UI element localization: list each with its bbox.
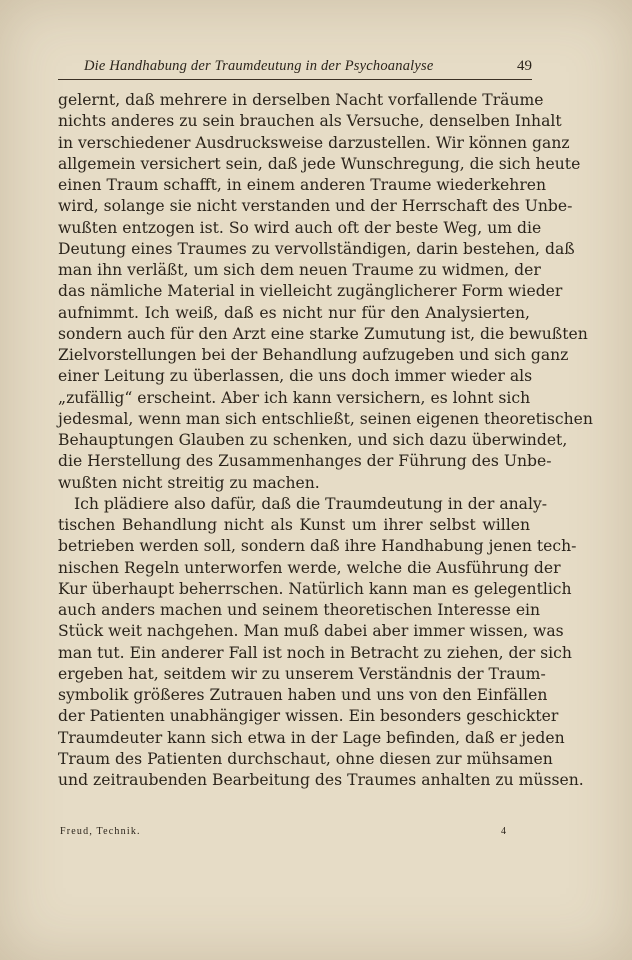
signature-mark: 4: [501, 826, 506, 837]
text-line: symbolik größeres Zutrauen haben und uns von den Einfällen: [58, 686, 548, 704]
text-line: Stück weit nachgehen. Man muß dabei aber immer wissen, was: [58, 622, 564, 641]
text-line: einen Traum schafft, in einem anderen Traume wiederkehren: [58, 176, 547, 194]
text-line: sondern auch für den Arzt eine starke Zumutung ist, die bewußten: [58, 324, 588, 343]
text-line: und zeitraubenden Bearbeitung des Traumes anhalten zu müssen.: [58, 771, 584, 789]
text-line: wußten nicht streitig zu machen.: [58, 473, 320, 492]
text-line: gelernt, daß mehrere in derselben Nacht vorfallende Träume: [58, 91, 544, 109]
text-line: die Herstellung des Zusammenhanges der Führung des Unbe-: [58, 452, 552, 471]
text-line: wird, solange sie nicht verstanden und der Herrschaft des Unbe-: [58, 197, 573, 216]
text-line: Ich plädiere also dafür, daß die Traumdeutung in der analy-: [74, 494, 548, 513]
text-line: man ihn verläßt, um sich dem neuen Traume zu widmen, der: [58, 261, 541, 279]
text-line: nischen Regeln unterworfen werde, welche die Ausführung der: [58, 558, 561, 577]
paragraph: [58, 494, 584, 792]
text-line: Traum des Patienten durchschaut, ohne diesen zur mühsamen: [58, 749, 553, 768]
footer-note: Freud, Technik.: [60, 826, 141, 837]
text-line: Deutung eines Traumes zu vervollständigen, darin bestehen, daß: [58, 239, 575, 258]
text-line: der Patienten unabhängiger wissen. Ein besonders geschickter: [58, 707, 559, 726]
text-line: ergeben hat, seitdem wir zu unserem Verständnis der Traum-: [58, 664, 546, 683]
text-line: allgemein versichert sein, daß jede Wunschregung, die sich heute: [58, 154, 581, 173]
text-line: das nämliche Material in vielleicht zugänglicherer Form wieder: [58, 282, 563, 301]
running-header: [58, 57, 532, 80]
text-line: aufnimmt. Ich weiß, daß es nicht nur für den Analysierten,: [58, 303, 530, 322]
text-line: Behauptungen Glauben zu schenken, und sich dazu überwindet,: [58, 431, 568, 449]
text-line: auch anders machen und seinem theoretischen Interesse ein: [58, 601, 541, 619]
text-line: wußten entzogen ist. So wird auch oft der beste Weg, um die: [58, 218, 542, 237]
text-line: man tut. Ein anderer Fall ist noch in Betracht zu ziehen, der sich: [58, 643, 572, 662]
text-line: Kur überhaupt beherrschen. Natürlich kann man es gelegentlich: [58, 579, 572, 598]
body-text: [58, 90, 593, 791]
page-number: 49: [517, 58, 532, 74]
text-line: in verschiedener Ausdrucksweise darzustellen. Wir können ganz: [58, 133, 570, 152]
text-line: jedesmal, wenn man sich entschließt, seinen eigenen theoretischen: [58, 409, 593, 428]
paragraph: [58, 90, 593, 494]
text-line: Zielvorstellungen bei der Behandlung aufzugeben und sich ganz: [58, 346, 569, 364]
running-title: Die Handhabung der Traumdeutung in der Psychoanalyse: [84, 58, 434, 74]
text-line: „zufällig“ erscheint. Aber ich kann versichern, es lohnt sich: [58, 388, 531, 407]
text-line: betrieben werden soll, sondern daß ihre Handhabung jenen tech-: [58, 537, 577, 556]
text-line: nichts anderes zu sein brauchen als Versuche, denselben Inhalt: [58, 112, 562, 131]
text-line: tischen Behandlung nicht als Kunst um ihrer selbst willen: [58, 516, 530, 534]
text-line: einer Leitung zu überlassen, die uns doch immer wieder als: [58, 367, 533, 386]
page-footer: [58, 826, 506, 842]
text-line: Traumdeuter kann sich etwa in der Lage befinden, daß er jeden: [58, 728, 565, 747]
